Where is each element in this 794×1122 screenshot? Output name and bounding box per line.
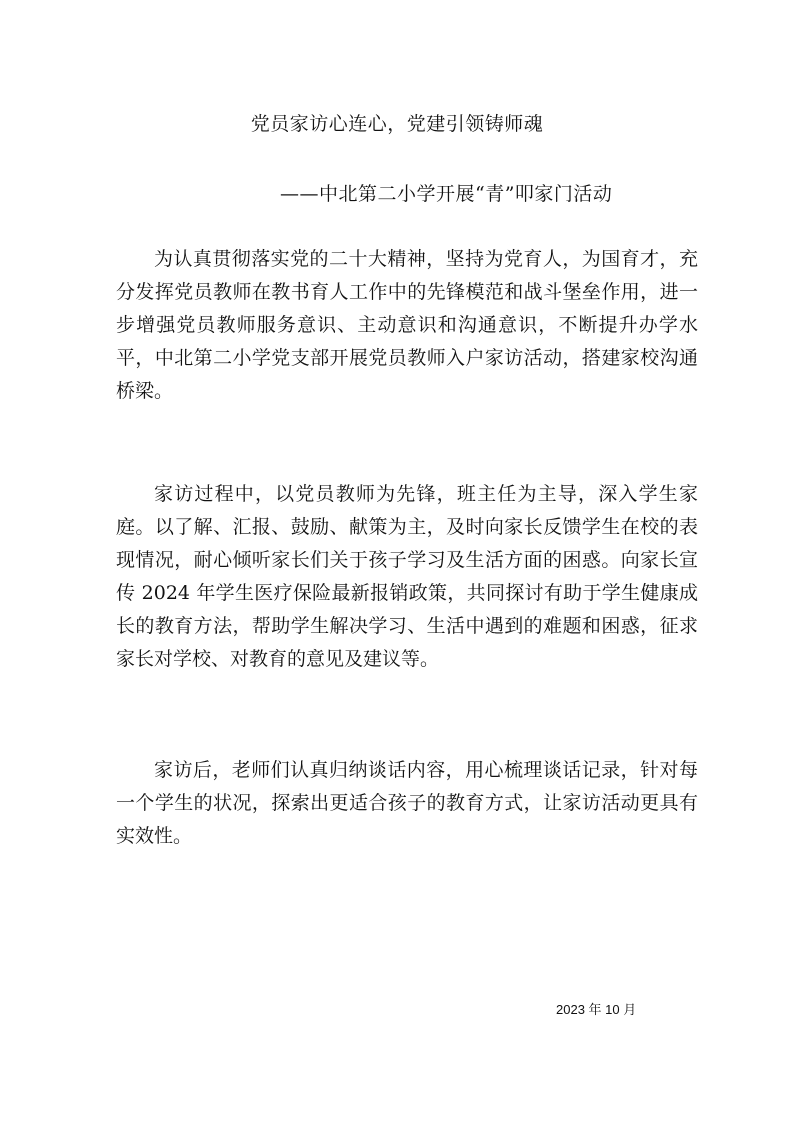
paragraph-visit-process: 家访过程中，以党员教师为先锋，班主任为主导，深入学生家庭。以了解、汇报、鼓励、献策为主，及时向家长反馈学生在校的表现情况，耐心倾听家长们关于孩子学习及生活方面的困惑。向家长宣传 2024 年学生医疗保险最新报销政策，共同探讨有助于学生健康成长的教育方法，帮助学生解决学习、生活中遇到的难题和困惑，征求家长对学校、对教育的意见及建议等。 <box>116 483 698 670</box>
document-subtitle: ——中北第二小学开展“青”叩家门活动 <box>280 183 613 205</box>
paragraph-intro: 为认真贯彻落实党的二十大精神，坚持为党育人，为国育才，充分发挥党员教师在教书育人工作中的先锋模范和战斗堡垒作用，进一步增强党员教师服务意识、主动意识和沟通意识，不断提升办学水平，中北第二小学党支部开展党员教师入户家访活动，搭建家校沟通桥梁。 <box>116 248 698 402</box>
document-date: 2023 年 10 月 <box>556 1002 637 1017</box>
paragraph-after-visit: 家访后，老师们认真归纳谈话内容，用心梳理谈话记录，针对每一个学生的状况，探索出更适合孩子的教育方式，让家访活动更具有实效性。 <box>116 759 698 847</box>
document-title: 党员家访心连心，党建引领铸师魂 <box>250 113 544 135</box>
